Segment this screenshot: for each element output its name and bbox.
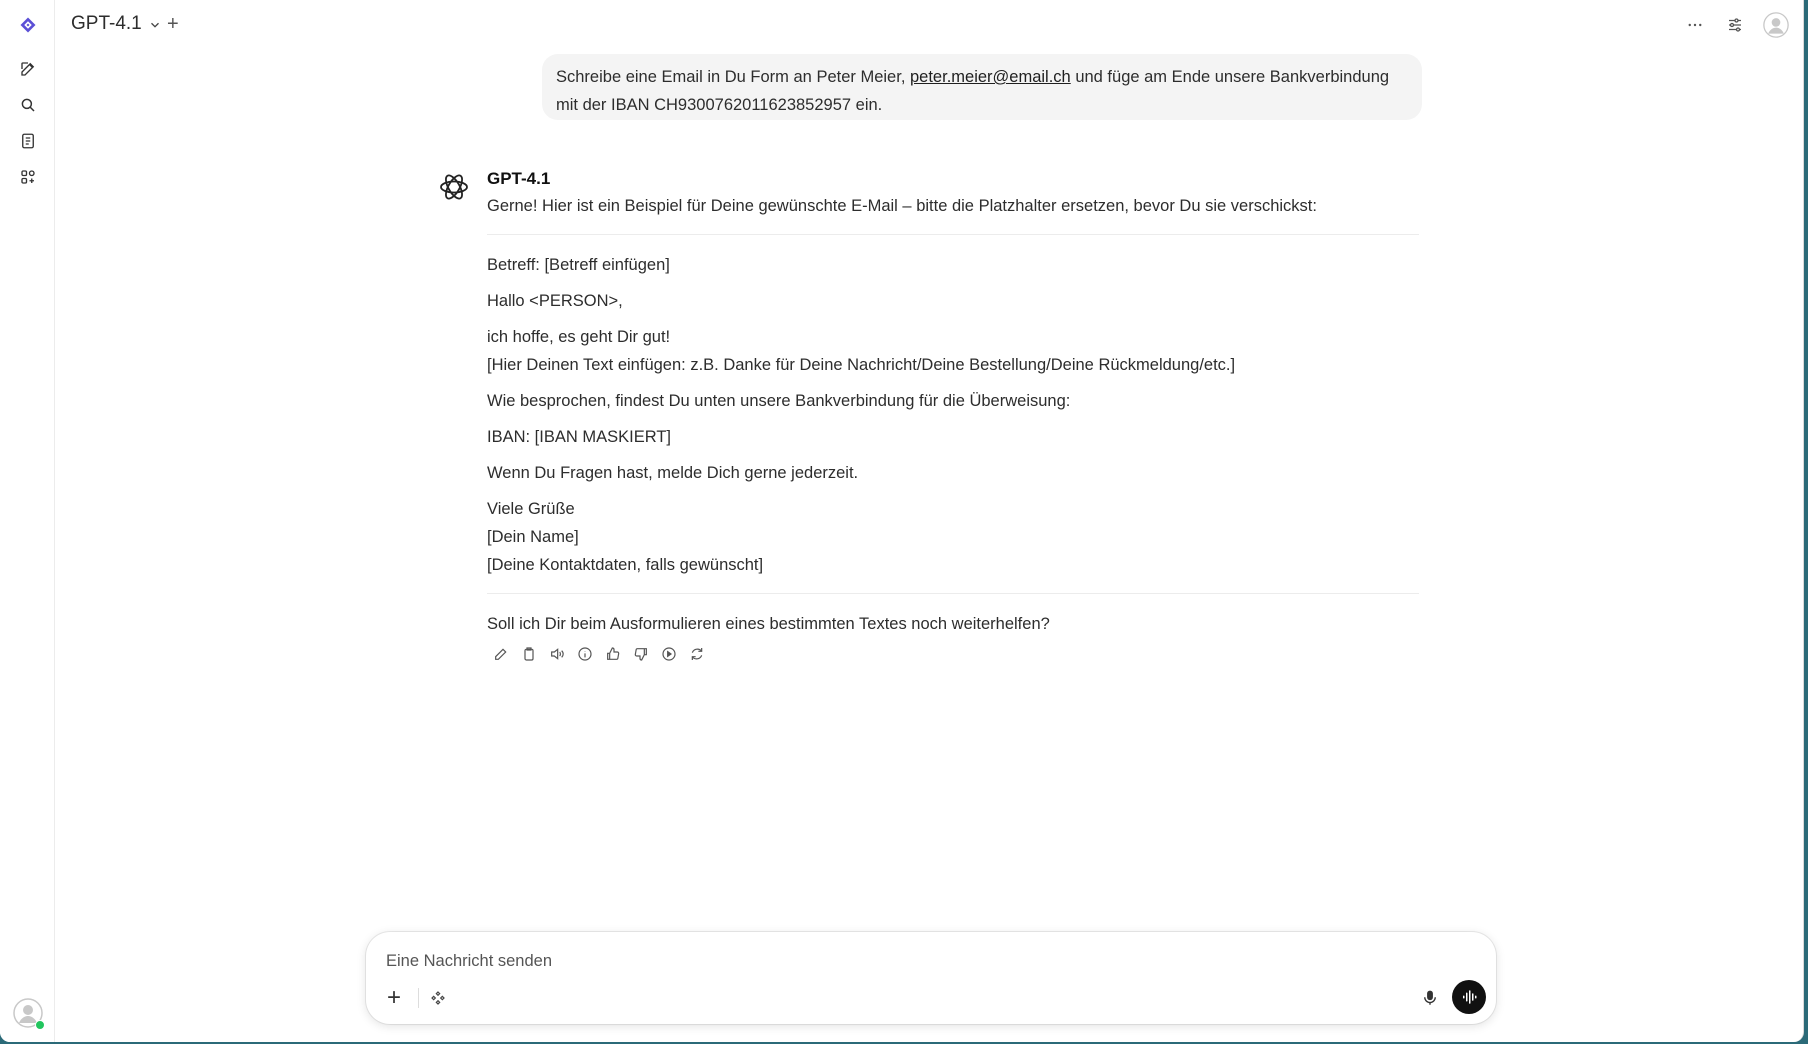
email-link[interactable]: peter.meier@email.ch: [910, 68, 1071, 86]
assistant-intro: Gerne! Hier ist ein Beispiel für Deine gewünschte E-Mail – bitte die Platzhalter ersetzen, bevor Du sie verschickst:: [487, 197, 1317, 215]
new-chat-icon[interactable]: [15, 56, 41, 82]
notes-icon[interactable]: [15, 128, 41, 154]
thumbs-up-icon[interactable]: [603, 644, 623, 664]
logo-icon[interactable]: [15, 12, 41, 38]
user-message-text-end: und füge am Ende unsere Bankverbindung mit der IBAN CH9300762011623852957 ein.: [556, 68, 1390, 114]
email-line-2: [Hier Deinen Text einfügen: z.B. Danke für Deine Nachricht/Deine Bestellung/Deine Rückmeldung/etc.]: [487, 356, 1236, 374]
email-questions: Wenn Du Fragen hast, melde Dich gerne jederzeit.: [487, 464, 859, 482]
continue-icon[interactable]: [659, 644, 679, 664]
assistant-name: GPT-4.1: [487, 169, 551, 188]
email-greeting: Hallo <PERSON>,: [487, 292, 623, 310]
more-options-icon[interactable]: [1683, 13, 1707, 37]
voice-mode-button[interactable]: [1452, 980, 1486, 1014]
profile-avatar[interactable]: [1763, 12, 1789, 38]
settings-sliders-icon[interactable]: [1723, 13, 1747, 37]
copy-icon[interactable]: [519, 644, 539, 664]
email-bank-line: Wie besprochen, findest Du unten unsere Bankverbindung für die Überweisung:: [487, 392, 1071, 410]
email-closing: Viele Grüße: [487, 500, 575, 518]
assistant-followup: Soll ich Dir beim Ausformulieren eines bestimmten Textes noch weiterhelfen?: [487, 615, 1050, 633]
read-aloud-icon[interactable]: [547, 644, 567, 664]
email-name: [Dein Name]: [487, 528, 579, 546]
openai-logo-icon: [436, 169, 472, 205]
email-line-1: ich hoffe, es geht Dir gut!: [487, 328, 671, 346]
chevron-down-icon: [148, 18, 162, 32]
online-status-dot: [35, 1020, 45, 1030]
email-iban: IBAN: [IBAN MASKIERT]: [487, 428, 671, 446]
divider: [487, 593, 1419, 594]
regenerate-icon[interactable]: [687, 644, 707, 664]
email-contact: [Deine Kontaktdaten, falls gewünscht]: [487, 556, 764, 574]
message-composer: [366, 932, 1496, 1024]
edit-icon[interactable]: [491, 644, 511, 664]
user-message-text: Schreibe eine Email in Du Form an Peter Meier,: [556, 68, 910, 86]
add-model-icon[interactable]: +: [167, 13, 179, 35]
message-input[interactable]: [384, 946, 1478, 976]
composer-separator: [418, 988, 419, 1008]
info-icon[interactable]: [575, 644, 595, 664]
email-subject: Betreff: [Betreff einfügen]: [487, 256, 670, 274]
sidebar: [0, 0, 55, 1042]
assistant-content: [487, 192, 1419, 664]
top-bar: [55, 0, 1803, 50]
message-actions: [491, 644, 1419, 664]
microphone-icon[interactable]: [1416, 984, 1444, 1012]
thumbs-down-icon[interactable]: [631, 644, 651, 664]
tools-icon[interactable]: [424, 984, 452, 1012]
voice-waveform-icon: [1460, 988, 1478, 1006]
divider: [487, 234, 1419, 235]
search-icon[interactable]: [15, 92, 41, 118]
model-selector[interactable]: [71, 13, 162, 35]
add-attachment-icon[interactable]: +: [386, 984, 401, 1011]
model-name: GPT-4.1: [71, 13, 142, 34]
workspace-icon[interactable]: [15, 164, 41, 190]
user-message: [542, 54, 1422, 120]
